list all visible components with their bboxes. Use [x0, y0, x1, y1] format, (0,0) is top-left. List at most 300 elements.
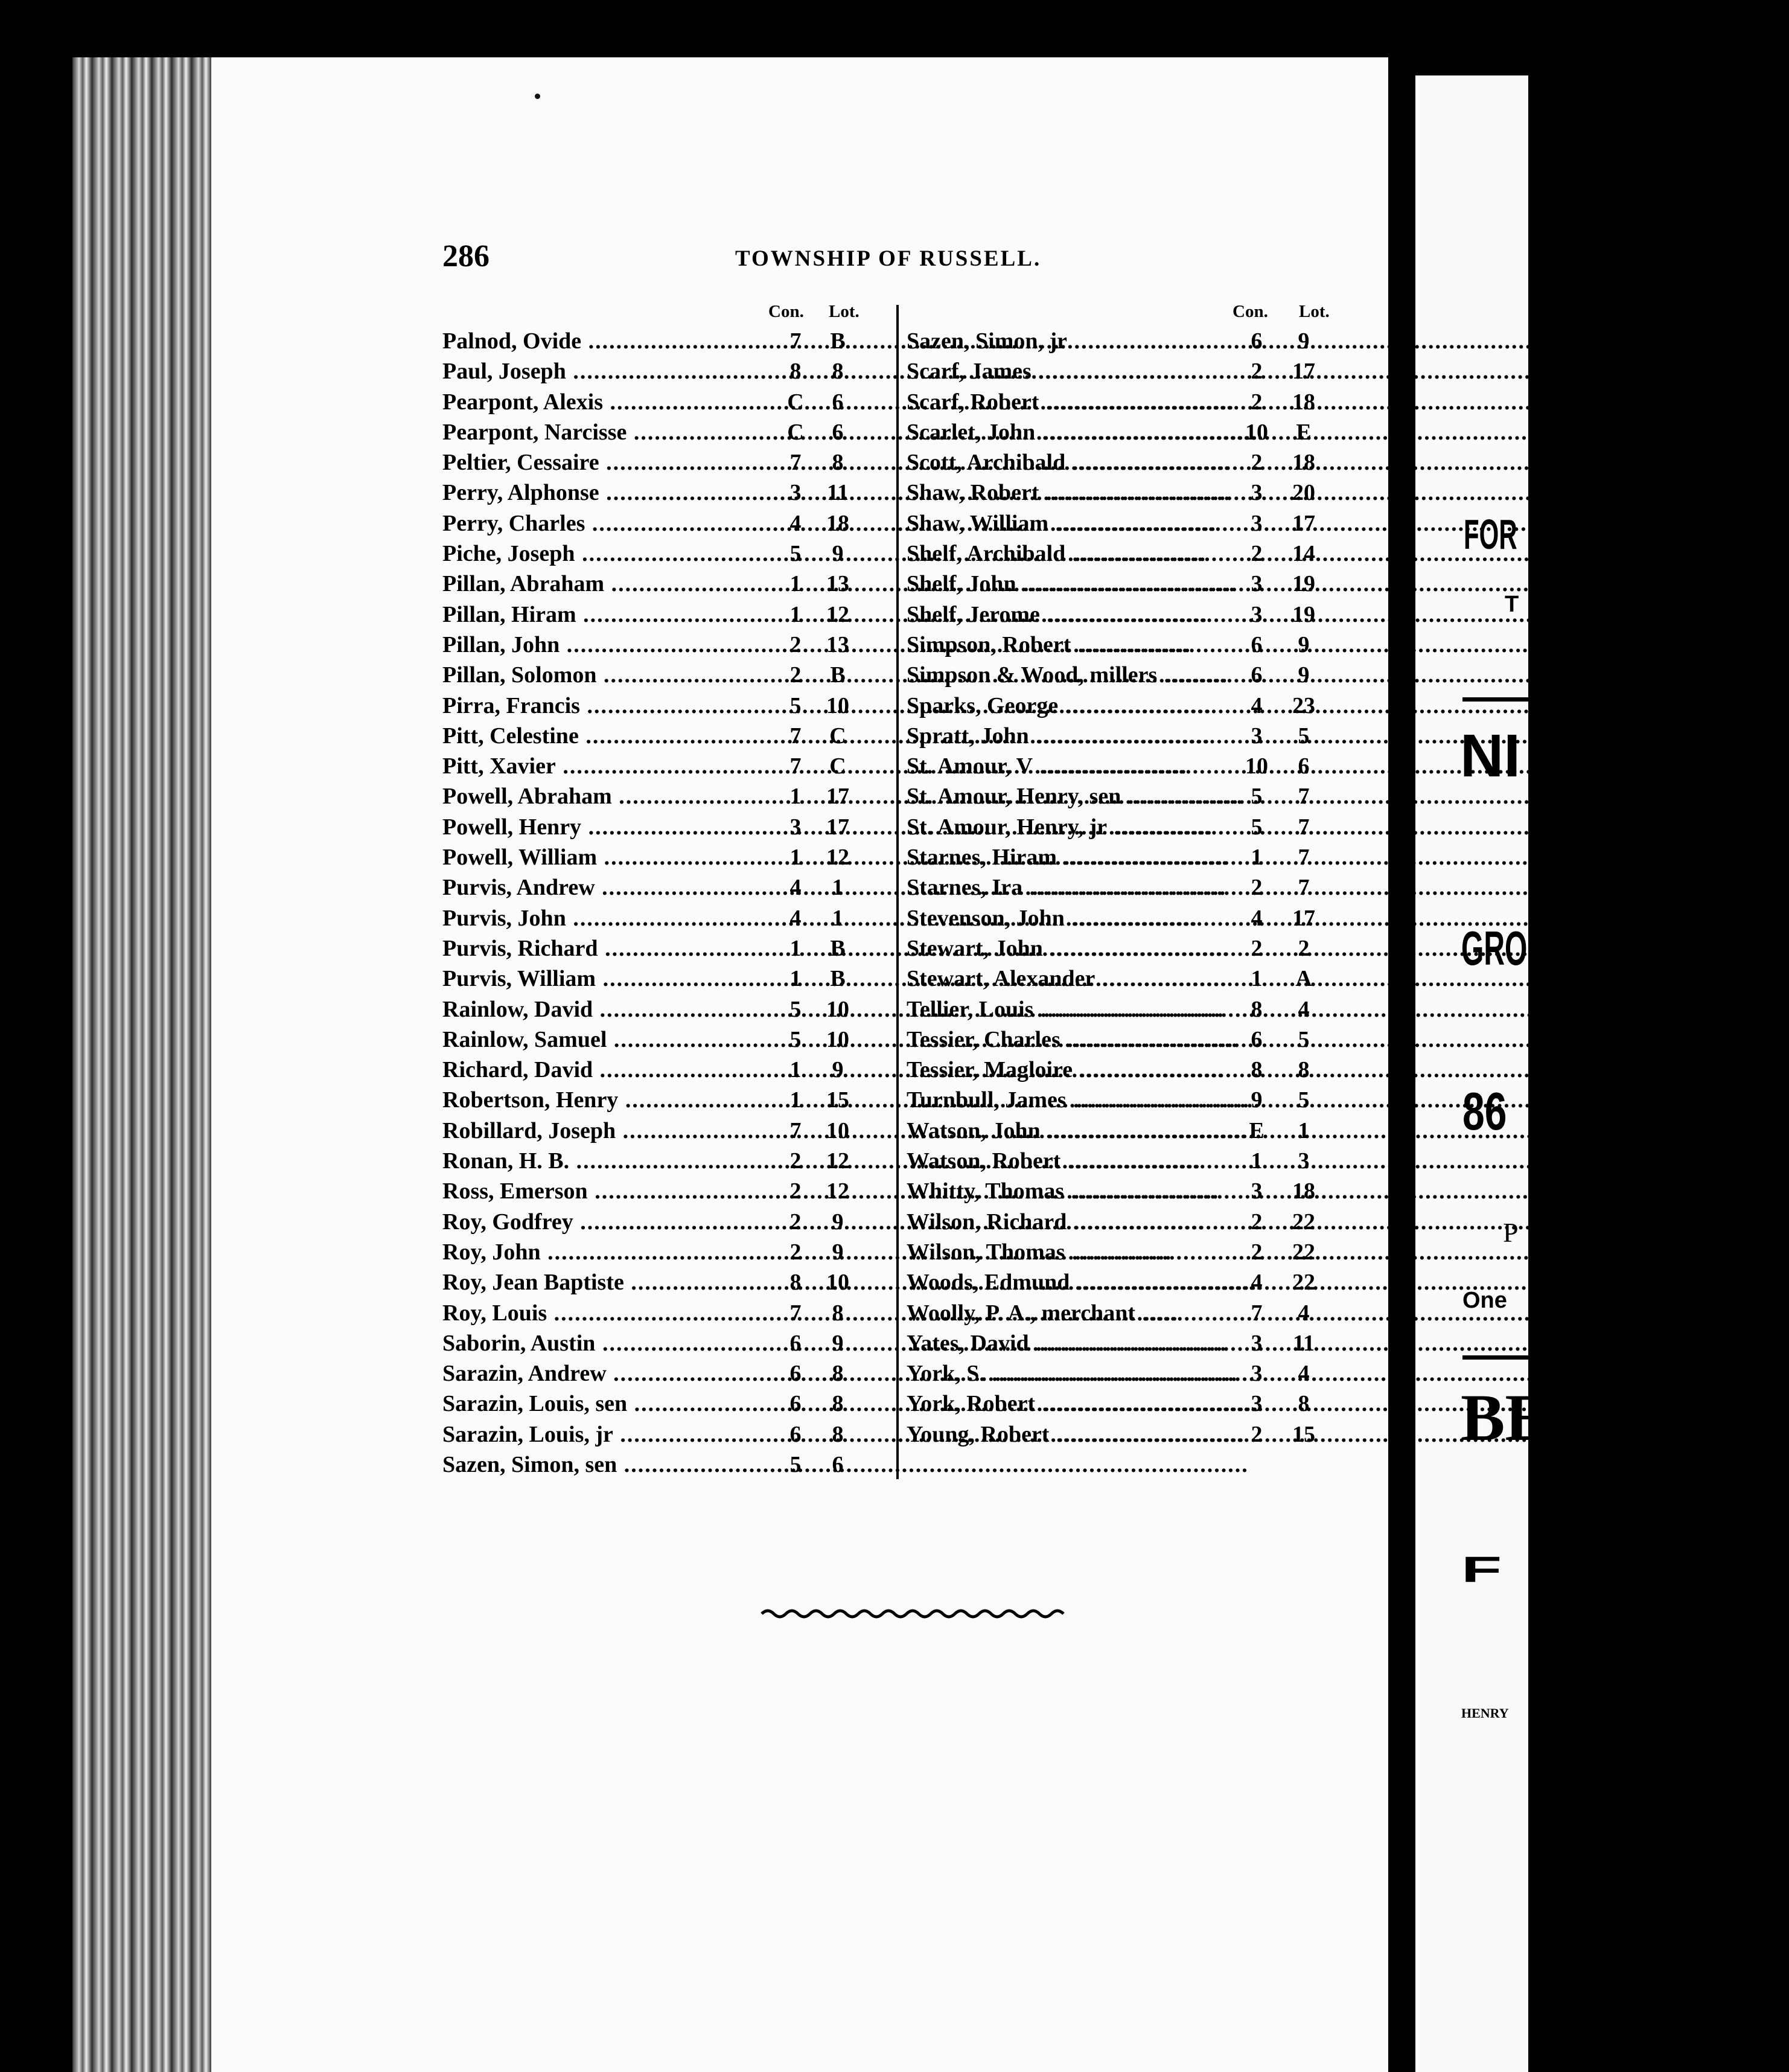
entry-concession: 7 [789, 1118, 802, 1143]
entry-name: Scarf, Robert ..... [907, 387, 1236, 417]
entry-concession: 4 [789, 510, 802, 536]
entry-concession: 5 [1251, 784, 1263, 810]
entry-concession: 2 [1251, 1239, 1263, 1265]
entry-concession: E [1249, 1118, 1264, 1143]
column-header [442, 302, 895, 326]
directory-entry [907, 1328, 1344, 1358]
entry-concession: 10 [1245, 419, 1268, 445]
entry-concession: 2 [1251, 389, 1263, 415]
entry-concession: 7 [789, 328, 802, 354]
entry-lot: 17 [1292, 359, 1315, 385]
directory-entry [442, 508, 895, 539]
entry-concession: 4 [1251, 1270, 1263, 1296]
entry-name: Stewart, John ..... [907, 933, 1236, 964]
entry-concession: 2 [789, 1239, 802, 1265]
directory-entry [442, 1358, 895, 1389]
entry-name: Rainlow, David ..... [442, 994, 777, 1025]
entry-lot: 5 [1298, 1087, 1310, 1113]
directory-entry [907, 1267, 1344, 1297]
entry-name: Scott, Archibald ..... [907, 447, 1236, 478]
entry-lot: 7 [1298, 875, 1310, 901]
entry-concession: 3 [1251, 571, 1263, 597]
entry-concession: 4 [789, 905, 802, 931]
directory-entry [907, 1207, 1344, 1237]
entry-name: Roy, Jean Baptiste ..... [442, 1267, 777, 1297]
entry-lot: 22 [1292, 1270, 1315, 1296]
entry-lot: 13 [826, 632, 849, 657]
entry-concession: 3 [1251, 480, 1263, 506]
entry-name: Shaw, William ..... [907, 508, 1236, 539]
con-header: Con. [768, 302, 804, 321]
directory-entry [907, 569, 1344, 599]
directory-entry [442, 1298, 895, 1328]
entry-lot: 8 [832, 450, 844, 476]
column-header [907, 302, 1344, 326]
adjacent-text-be: BE [1461, 1381, 1549, 1454]
entry-lot: B [830, 662, 846, 688]
directory-entry [442, 1267, 895, 1297]
entry-concession: 7 [789, 723, 802, 749]
entry-name: Purvis, John ..... [442, 903, 777, 933]
entry-lot: 11 [827, 480, 849, 506]
entry-concession: 2 [789, 1209, 802, 1235]
entry-concession: 2 [1251, 935, 1263, 961]
entry-concession: 4 [1251, 692, 1263, 718]
entry-concession: 2 [1251, 541, 1263, 567]
entry-lot: 4 [1298, 996, 1310, 1022]
entry-name: Starnes, Hiram ..... [907, 842, 1236, 872]
entry-name: Sparks, George ..... [907, 691, 1236, 721]
directory-entry [442, 417, 895, 447]
entry-lot: 20 [1292, 480, 1315, 506]
entry-concession: 6 [789, 1361, 802, 1387]
directory-entry [442, 994, 895, 1025]
directory-entry [442, 356, 895, 386]
entry-lot: 6 [832, 419, 844, 445]
entry-lot: C [829, 753, 846, 779]
directory-entry [442, 660, 895, 690]
entry-concession: 1 [789, 1057, 802, 1083]
directory-entry [442, 539, 895, 569]
entry-name: Roy, John ..... [442, 1237, 777, 1267]
entry-lot: 7 [1298, 784, 1310, 810]
entry-concession: 3 [1251, 1330, 1263, 1356]
entry-name: Simpson, Robert ..... [907, 630, 1236, 660]
entry-lot: A [1295, 966, 1312, 992]
directory-entry [442, 872, 895, 903]
entry-name: Pitt, Celestine ..... [442, 721, 777, 751]
entry-name: Pillan, John ..... [442, 630, 777, 660]
entry-concession: 2 [789, 1178, 802, 1204]
entry-concession: 1 [1251, 845, 1263, 871]
entry-concession: 3 [1251, 723, 1263, 749]
entry-name: Saborin, Austin ..... [442, 1328, 777, 1358]
entry-name: Pearpont, Narcisse ..... [442, 417, 777, 447]
directory-entry [442, 387, 895, 417]
entry-name: Spratt, John ..... [907, 721, 1236, 751]
entry-lot: 15 [1292, 1421, 1315, 1447]
directory-entry [907, 1358, 1344, 1389]
entry-name: Woods, Edmund ..... [907, 1267, 1236, 1297]
entry-name: Sarazin, Louis, jr ..... [442, 1419, 777, 1450]
directory-entry [907, 812, 1344, 842]
adjacent-text-p: P [1503, 1217, 1519, 1248]
directory-entry [442, 630, 895, 660]
entry-name: Sazen, Simon, jr ..... [907, 326, 1236, 356]
directory-entry [907, 721, 1344, 751]
entry-lot: 8 [832, 1361, 844, 1387]
entry-lot: 1 [832, 905, 844, 931]
directory-entry [907, 1389, 1344, 1419]
adjacent-rule-2 [1462, 1355, 1535, 1360]
page-header [442, 238, 1067, 275]
directory-entry [442, 1328, 895, 1358]
directory-entry [907, 478, 1344, 508]
entry-lot: E [1296, 419, 1312, 445]
directory-entry [442, 326, 895, 356]
directory-entry [907, 660, 1344, 690]
adjacent-text-86: 86 [1462, 1081, 1507, 1141]
directory-entry [442, 569, 895, 599]
adjacent-text-for: FOR [1464, 511, 1517, 558]
entry-name: Purvis, Andrew ..... [442, 872, 777, 903]
entry-lot: 9 [832, 541, 844, 567]
entry-concession: 6 [789, 1391, 802, 1417]
entry-concession: 8 [1251, 996, 1263, 1022]
entry-name: Pillan, Hiram ..... [442, 600, 777, 630]
entry-concession: 5 [789, 1451, 802, 1477]
entry-name: St. Amour, Henry, jr ..... [907, 812, 1236, 842]
entry-name: Palnod, Ovide ..... [442, 326, 777, 356]
entry-concession: 3 [1251, 1361, 1263, 1387]
directory-entry [907, 1055, 1344, 1085]
entry-concession: 7 [789, 753, 802, 779]
entry-name: Sarazin, Louis, sen ..... [442, 1389, 777, 1419]
entry-lot: 12 [826, 1178, 849, 1204]
entry-name: Tessier, Magloire ..... [907, 1055, 1236, 1085]
directory-entry [907, 691, 1344, 721]
entry-lot: 5 [1298, 1026, 1310, 1052]
entry-name: Stevenson, John ..... [907, 903, 1236, 933]
entry-concession: 1 [789, 571, 802, 597]
entry-lot: 17 [1292, 905, 1315, 931]
directory-entry [442, 1146, 895, 1176]
directory-entry [907, 508, 1344, 539]
entry-name: Robillard, Joseph ..... [442, 1116, 777, 1146]
entry-concession: 2 [1251, 1209, 1263, 1235]
entry-lot: 4 [1298, 1361, 1310, 1387]
book-spine-edge [72, 57, 220, 2072]
entry-name: Pillan, Abraham ..... [442, 569, 777, 599]
directory-entry [907, 1085, 1344, 1115]
entry-lot: 9 [832, 1239, 844, 1265]
entry-concession: 6 [1251, 328, 1263, 354]
entry-concession: 6 [1251, 662, 1263, 688]
entry-name: Powell, William ..... [442, 842, 777, 872]
entry-concession: 2 [1251, 1421, 1263, 1447]
entry-lot: 1 [832, 875, 844, 901]
entry-lot: 12 [826, 1148, 849, 1174]
entry-lot: 4 [1298, 1300, 1310, 1326]
entry-concession: 8 [1251, 1057, 1263, 1083]
entry-concession: 5 [789, 996, 802, 1022]
entry-lot: 11 [1293, 1330, 1315, 1356]
entry-lot: 17 [1292, 510, 1315, 536]
lot-header: Lot. [1299, 302, 1330, 321]
entry-name: Peltier, Cessaire ..... [442, 447, 777, 478]
entry-name: Shaw, Robert ..... [907, 478, 1236, 508]
directory-entry [907, 1298, 1344, 1328]
entry-concession: 4 [1251, 905, 1263, 931]
entry-concession: 6 [789, 1330, 802, 1356]
entry-name: Robertson, Henry ..... [442, 1085, 777, 1115]
entry-concession: 3 [1251, 601, 1263, 627]
entry-lot: 18 [826, 510, 849, 536]
entry-name: Shelf, Jerome ..... [907, 600, 1236, 630]
entry-concession: 5 [789, 1026, 802, 1052]
directory-entry [442, 964, 895, 994]
entry-lot: 9 [1298, 632, 1310, 657]
entry-name: Pitt, Xavier ..... [442, 751, 777, 781]
entry-lot: 8 [832, 1300, 844, 1326]
entry-lot: 18 [1292, 1178, 1315, 1204]
entry-concession: 6 [1251, 1026, 1263, 1052]
entry-concession: 5 [1251, 814, 1263, 840]
entry-lot: 23 [1292, 692, 1315, 718]
directory-entry [442, 1055, 895, 1085]
entry-concession: 5 [789, 692, 802, 718]
entry-lot: 9 [832, 1330, 844, 1356]
directory-entry [907, 1419, 1344, 1450]
directory-entry [907, 1237, 1344, 1267]
entry-concession: 2 [1251, 359, 1263, 385]
directory-entry [442, 1237, 895, 1267]
directory-entry [442, 1085, 895, 1115]
entry-lot: 22 [1292, 1209, 1315, 1235]
entry-lot: 9 [1298, 662, 1310, 688]
entry-lot: B [830, 935, 846, 961]
adjacent-text-one: One [1462, 1288, 1507, 1313]
directory-entry [907, 387, 1344, 417]
page-number: 286 [442, 239, 490, 273]
entry-name: Ronan, H. B. ..... [442, 1146, 777, 1176]
entry-lot: 10 [826, 1026, 849, 1052]
entry-lot: 8 [1298, 1391, 1310, 1417]
entry-name: Ross, Emerson ..... [442, 1176, 777, 1206]
entry-name: Rainlow, Samuel ..... [442, 1025, 777, 1055]
entry-concession: 1 [789, 1087, 802, 1113]
entry-lot: 10 [826, 1118, 849, 1143]
directory-entry [907, 1146, 1344, 1176]
entry-name: Perry, Charles ..... [442, 508, 777, 539]
directory-entry [907, 903, 1344, 933]
entry-concession: 2 [789, 632, 802, 657]
directory-entry [442, 600, 895, 630]
entry-lot: 19 [1292, 601, 1315, 627]
entry-name: Whitty, Thomas ..... [907, 1176, 1236, 1206]
entry-lot: 12 [826, 601, 849, 627]
entry-lot: 12 [826, 845, 849, 871]
entry-lot: 5 [1298, 723, 1310, 749]
directory-column-right [907, 302, 1344, 1450]
directory-entry [907, 447, 1344, 478]
entry-concession: 3 [789, 814, 802, 840]
entry-concession: 8 [789, 1270, 802, 1296]
entry-lot: 6 [1298, 753, 1310, 779]
directory-entry [442, 478, 895, 508]
entry-concession: 5 [789, 541, 802, 567]
entry-name: Purvis, Richard ..... [442, 933, 777, 964]
directory-entry [442, 1389, 895, 1419]
directory-entry [907, 994, 1344, 1025]
entry-lot: 18 [1292, 389, 1315, 415]
entry-name: Sarazin, Andrew ..... [442, 1358, 777, 1389]
entry-lot: 10 [826, 996, 849, 1022]
adjacent-text-t: T [1505, 592, 1519, 617]
entry-concession: 7 [789, 1300, 802, 1326]
directory-entry [442, 903, 895, 933]
directory-entry [907, 1025, 1344, 1055]
directory-entry [907, 751, 1344, 781]
entry-concession: 10 [1245, 753, 1268, 779]
entry-lot: 8 [1298, 1057, 1310, 1083]
entry-lot: 18 [1292, 450, 1315, 476]
entry-name: Shelf, John ..... [907, 569, 1236, 599]
entry-lot: 3 [1298, 1148, 1310, 1174]
directory-entry [442, 812, 895, 842]
entry-concession: 3 [1251, 1178, 1263, 1204]
entry-name: Scarlet, John ..... [907, 417, 1236, 447]
entry-name: Wilson, Richard ..... [907, 1207, 1236, 1237]
entry-name: Simpson & Wood, millers ..... [907, 660, 1236, 690]
entry-lot: 9 [832, 1209, 844, 1235]
directory-entry [442, 1419, 895, 1450]
entry-lot: 8 [832, 1391, 844, 1417]
adjacent-text-gro: GRO [1461, 921, 1528, 975]
entry-name: York, S. ..... [907, 1358, 1236, 1389]
entry-concession: 6 [1251, 632, 1263, 657]
entry-name: Purvis, William ..... [442, 964, 777, 994]
entry-lot: 6 [832, 1451, 844, 1477]
entry-lot: 14 [1292, 541, 1315, 567]
entry-lot: 2 [1298, 935, 1310, 961]
entry-name: Pirra, Francis ..... [442, 691, 777, 721]
directory-entry [442, 781, 895, 811]
entry-name: Scarf, James ..... [907, 356, 1236, 386]
entry-concession: 6 [789, 1421, 802, 1447]
entry-name: Sazen, Simon, sen ..... [442, 1450, 777, 1480]
directory-entry [907, 326, 1344, 356]
entry-concession: 2 [789, 1148, 802, 1174]
entry-name: Young, Robert ..... [907, 1419, 1236, 1450]
con-header: Con. [1233, 302, 1268, 321]
adjacent-text-f: F [1461, 1549, 1502, 1590]
entry-name: Tellier, Louis ..... [907, 994, 1236, 1025]
adjacent-text-ni: NI [1460, 722, 1520, 790]
entry-lot: B [830, 328, 846, 354]
entry-lot: 8 [832, 359, 844, 385]
directory-entry [907, 539, 1344, 569]
entry-lot: 9 [832, 1057, 844, 1083]
entry-name: York, Robert ..... [907, 1389, 1236, 1419]
entry-lot: 6 [832, 389, 844, 415]
entry-name: Powell, Abraham ..... [442, 781, 777, 811]
entry-lot: C [829, 723, 846, 749]
entry-concession: 1 [1251, 1148, 1263, 1174]
directory-entry [442, 842, 895, 872]
directory-entry [907, 781, 1344, 811]
directory-entry [907, 872, 1344, 903]
entry-lot: B [830, 966, 846, 992]
directory-entry [442, 447, 895, 478]
entry-name: Pillan, Solomon ..... [442, 660, 777, 690]
entry-concession: 3 [789, 480, 802, 506]
entry-name: Woolly, P. A., merchant ..... [907, 1298, 1236, 1328]
entry-concession: 4 [789, 875, 802, 901]
directory-entry [442, 1450, 895, 1480]
entry-lot: 17 [826, 814, 849, 840]
entry-concession: 3 [1251, 510, 1263, 536]
entry-name: Powell, Henry ..... [442, 812, 777, 842]
entry-name: Shelf, Archibald ..... [907, 539, 1236, 569]
entry-lot: 7 [1298, 814, 1310, 840]
directory-entry [907, 356, 1344, 386]
ink-speck [535, 94, 540, 99]
directory-entry [907, 630, 1344, 660]
entry-concession: 2 [1251, 875, 1263, 901]
entry-name: St. Amour, Henry, sen ..... [907, 781, 1236, 811]
running-title: TOWNSHIP OF RUSSELL. [735, 246, 1042, 271]
entry-name: Wilson, Thomas ..... [907, 1237, 1236, 1267]
directory-entry [907, 842, 1344, 872]
entry-lot: 1 [1298, 1118, 1310, 1143]
entry-concession: 2 [789, 662, 802, 688]
entry-lot: 19 [1292, 571, 1315, 597]
entry-lot: 10 [826, 692, 849, 718]
entry-name: Watson, John ..... [907, 1116, 1236, 1146]
entry-list [442, 326, 895, 1480]
entry-concession: 1 [789, 966, 802, 992]
directory-entry [907, 933, 1344, 964]
lot-header: Lot. [829, 302, 859, 321]
directory-entry [907, 1116, 1344, 1146]
directory-entry [442, 1025, 895, 1055]
entry-concession: 9 [1251, 1087, 1263, 1113]
entry-name: Tessier, Charles ..... [907, 1025, 1236, 1055]
entry-name: Yates, David ..... [907, 1328, 1236, 1358]
directory-entry [442, 1207, 895, 1237]
entry-name: Starnes, Ira ..... [907, 872, 1236, 903]
entry-name: Perry, Alphonse ..... [442, 478, 777, 508]
entry-name: Roy, Louis ..... [442, 1298, 777, 1328]
entry-name: Turnbull, James ..... [907, 1085, 1236, 1115]
directory-column-left [442, 302, 895, 1480]
column-divider [896, 305, 899, 1479]
entry-concession: 3 [1251, 1391, 1263, 1417]
entry-lot: 9 [1298, 328, 1310, 354]
entry-concession: 1 [789, 784, 802, 810]
entry-name: Watson, Robert ..... [907, 1146, 1236, 1176]
entry-name: Richard, David ..... [442, 1055, 777, 1085]
entry-list [907, 326, 1344, 1450]
directory-entry [442, 1116, 895, 1146]
entry-lot: 7 [1298, 845, 1310, 871]
entry-concession: 1 [789, 935, 802, 961]
directory-entry [907, 600, 1344, 630]
entry-concession: 7 [789, 450, 802, 476]
entry-name: Roy, Godfrey ..... [442, 1207, 777, 1237]
entry-name: Stewart, Alexander ..... [907, 964, 1236, 994]
